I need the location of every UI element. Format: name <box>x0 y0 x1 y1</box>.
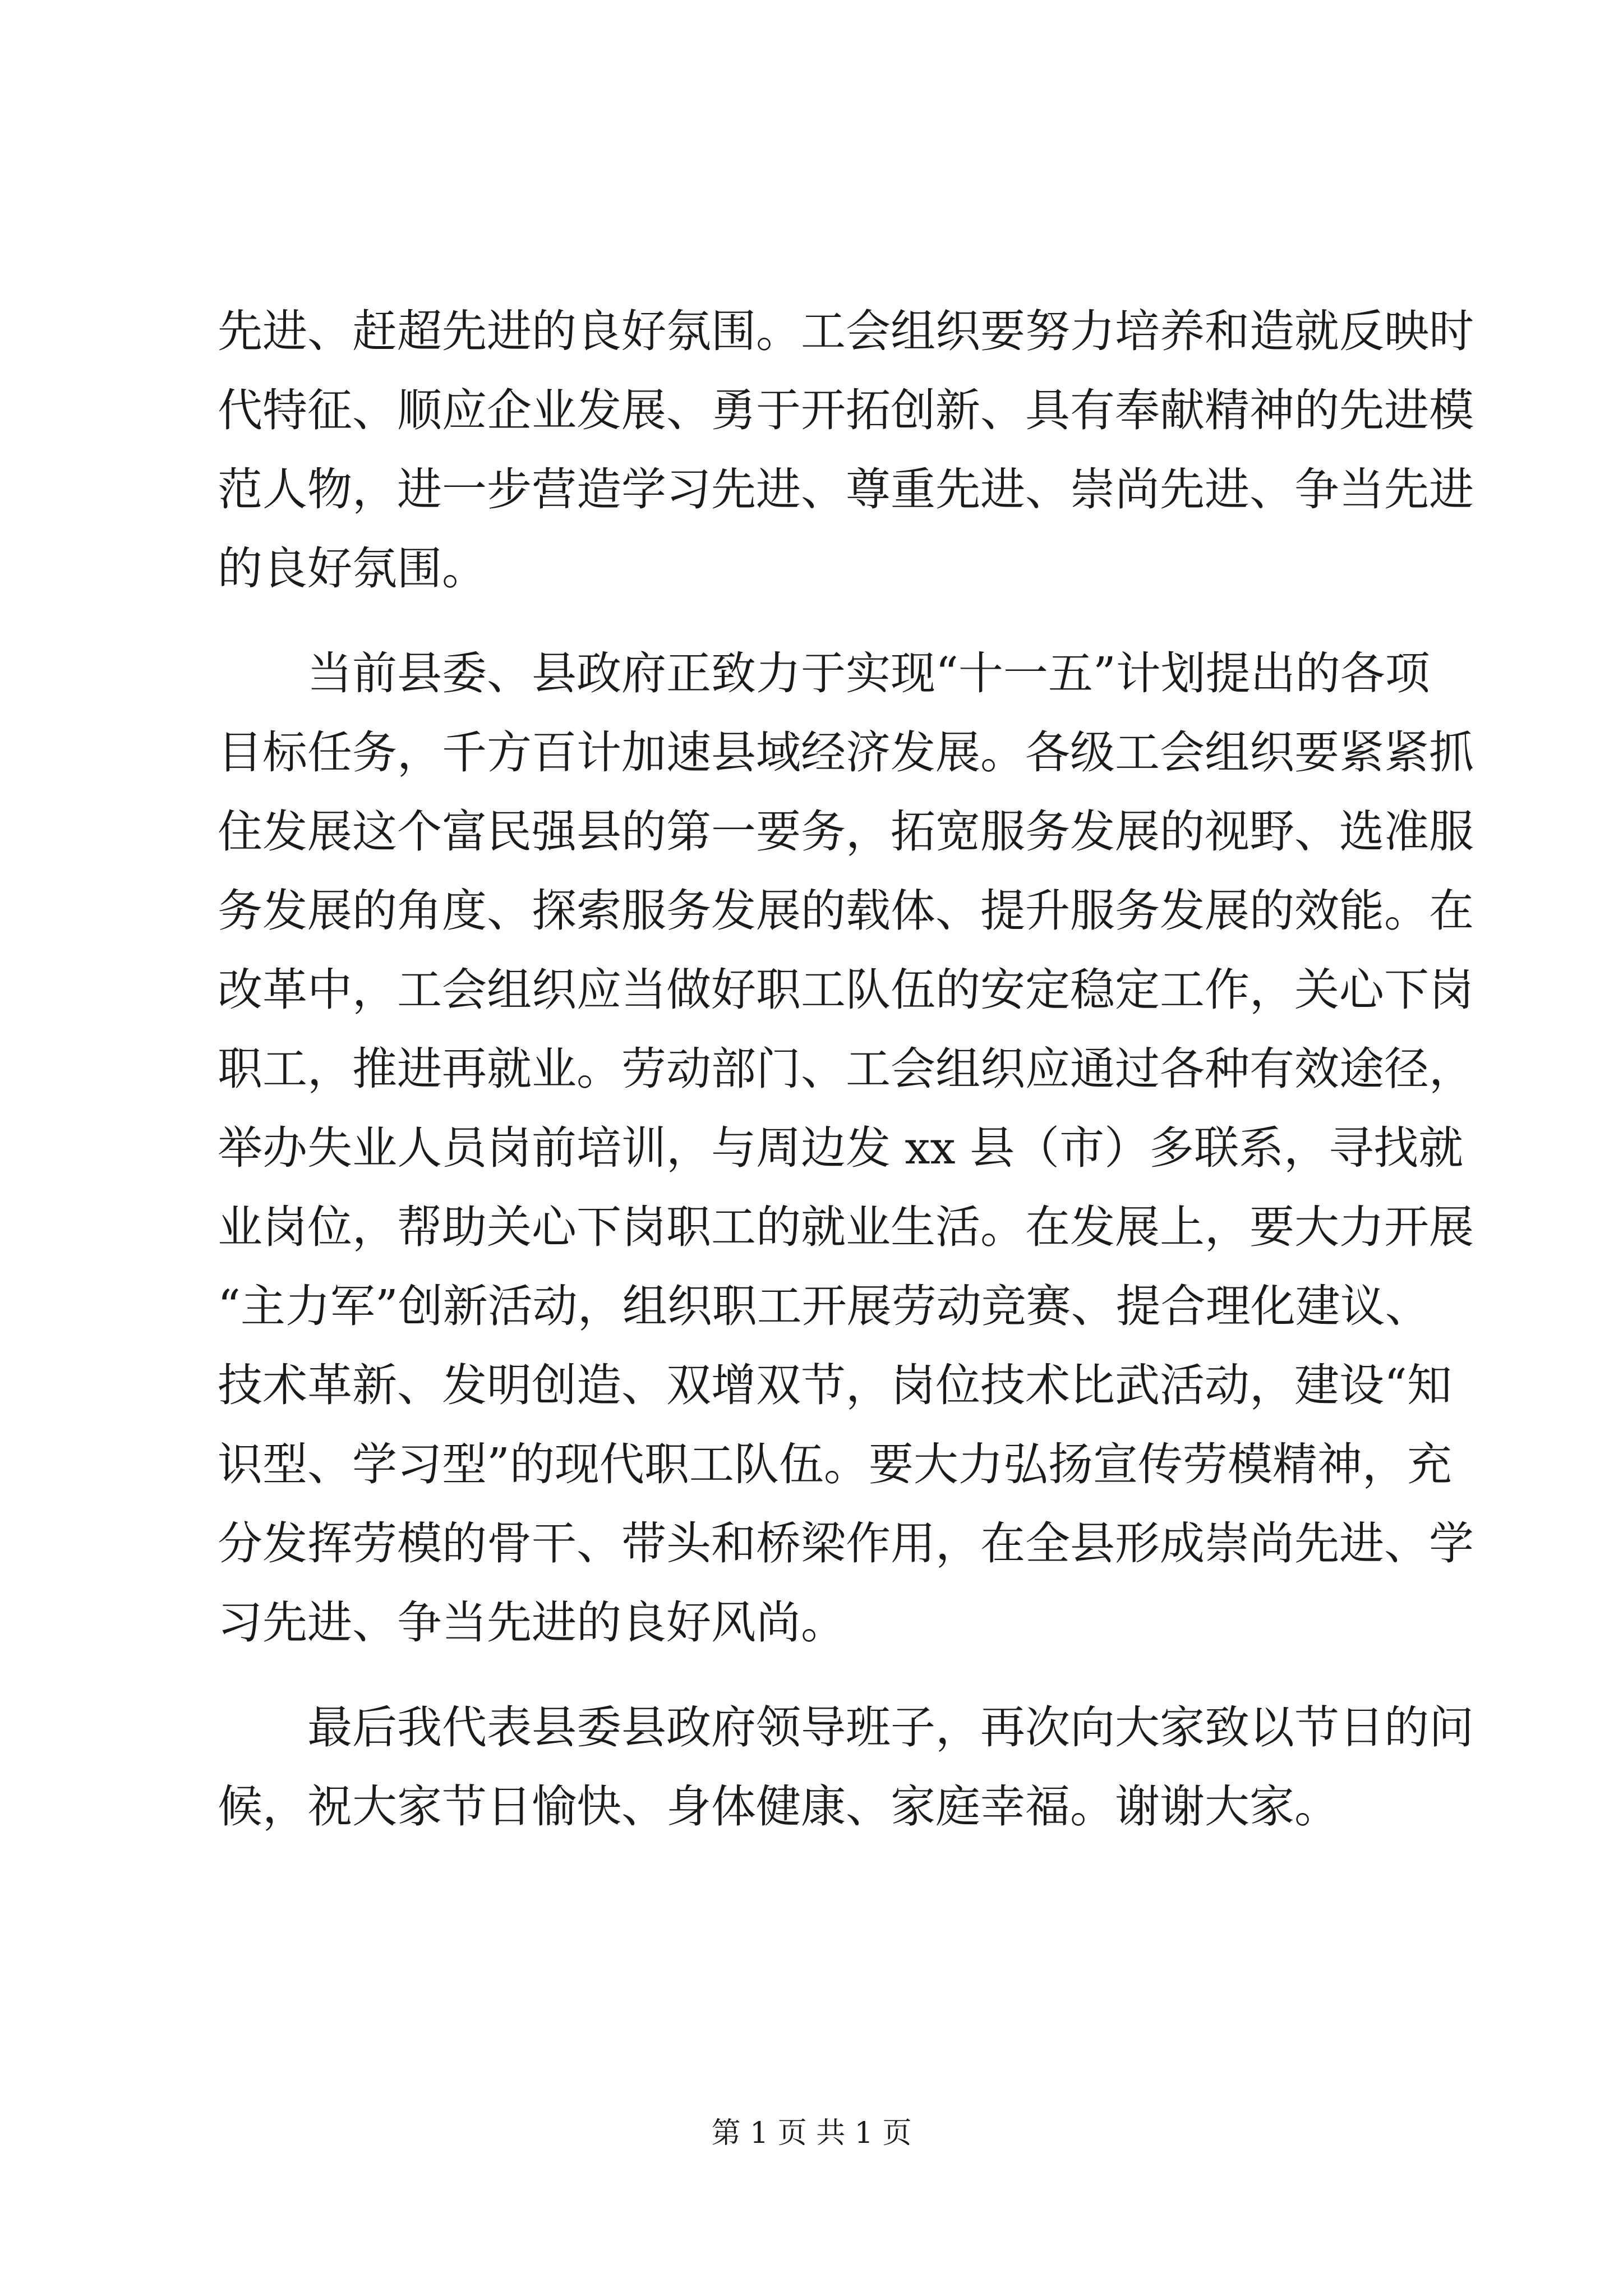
text-line: 的良好氛围。 <box>218 542 487 595</box>
text-line: 务发展的角度、探索服务发展的载体、提升服务发展的效能。在 <box>218 885 1474 937</box>
paragraph <box>218 634 1474 1662</box>
paragraph <box>218 292 1474 608</box>
text-line: 候，祝大家节日愉快、身体健康、家庭幸福。谢谢大家。 <box>218 1780 1339 1833</box>
text-line: 住发展这个富民强县的第一要务，拓宽服务发展的视野、选准服 <box>218 806 1474 858</box>
text-line: 代特征、顺应企业发展、勇于开拓创新、具有奉献精神的先进模 <box>218 384 1474 436</box>
paragraph-spacing <box>218 1662 1429 1688</box>
text-line: 先进、赶超先进的良好氛围。工会组织要努力培养和造就反映时 <box>218 305 1474 357</box>
text-line: 目标任务，千方百计加速县域经济发展。各级工会组织要紧紧抓 <box>218 726 1474 779</box>
text-line: 业岗位，帮助关心下岗职工的就业生活。在发展上，要大力开展 <box>218 1201 1474 1253</box>
text-line: 职工，推进再就业。劳动部门、工会组织应通过各种有效途径， <box>218 1043 1474 1095</box>
paragraph-spacing <box>218 608 1429 634</box>
text-line: 最后我代表县委县政府领导班子，再次向大家致以节日的问 <box>307 1701 1474 1754</box>
text-line: 当前县委、县政府正致力于实现“十一五”计划提出的各项 <box>307 647 1430 700</box>
text-line: “主力军”创新活动，组织职工开展劳动竞赛、提合理化建议、 <box>218 1280 1430 1332</box>
paragraph <box>218 1688 1474 1846</box>
text-line: 识型、学习型”的现代职工队伍。要大力弘扬宣传劳模精神，充 <box>218 1438 1452 1490</box>
text-line: 范人物，进一步营造学习先进、尊重先进、崇尚先进、争当先进 <box>218 463 1474 516</box>
text-line: 举办失业人员岗前培训，与周边发 xx 县（市）多联系，寻找就 <box>218 1122 1464 1174</box>
text-line: 改革中，工会组织应当做好职工队伍的安定稳定工作，关心下岗 <box>218 964 1474 1016</box>
text-line: 技术革新、发明创造、双增双节，岗位技术比武活动，建设“知 <box>218 1359 1452 1411</box>
body-text <box>218 292 1474 1846</box>
text-line: 分发挥劳模的骨干、带头和桥梁作用，在全县形成崇尚先进、学 <box>218 1517 1474 1570</box>
text-line: 习先进、争当先进的良好风尚。 <box>218 1596 846 1649</box>
page-number-footer: 第 1 页 共 1 页 <box>711 2116 912 2150</box>
